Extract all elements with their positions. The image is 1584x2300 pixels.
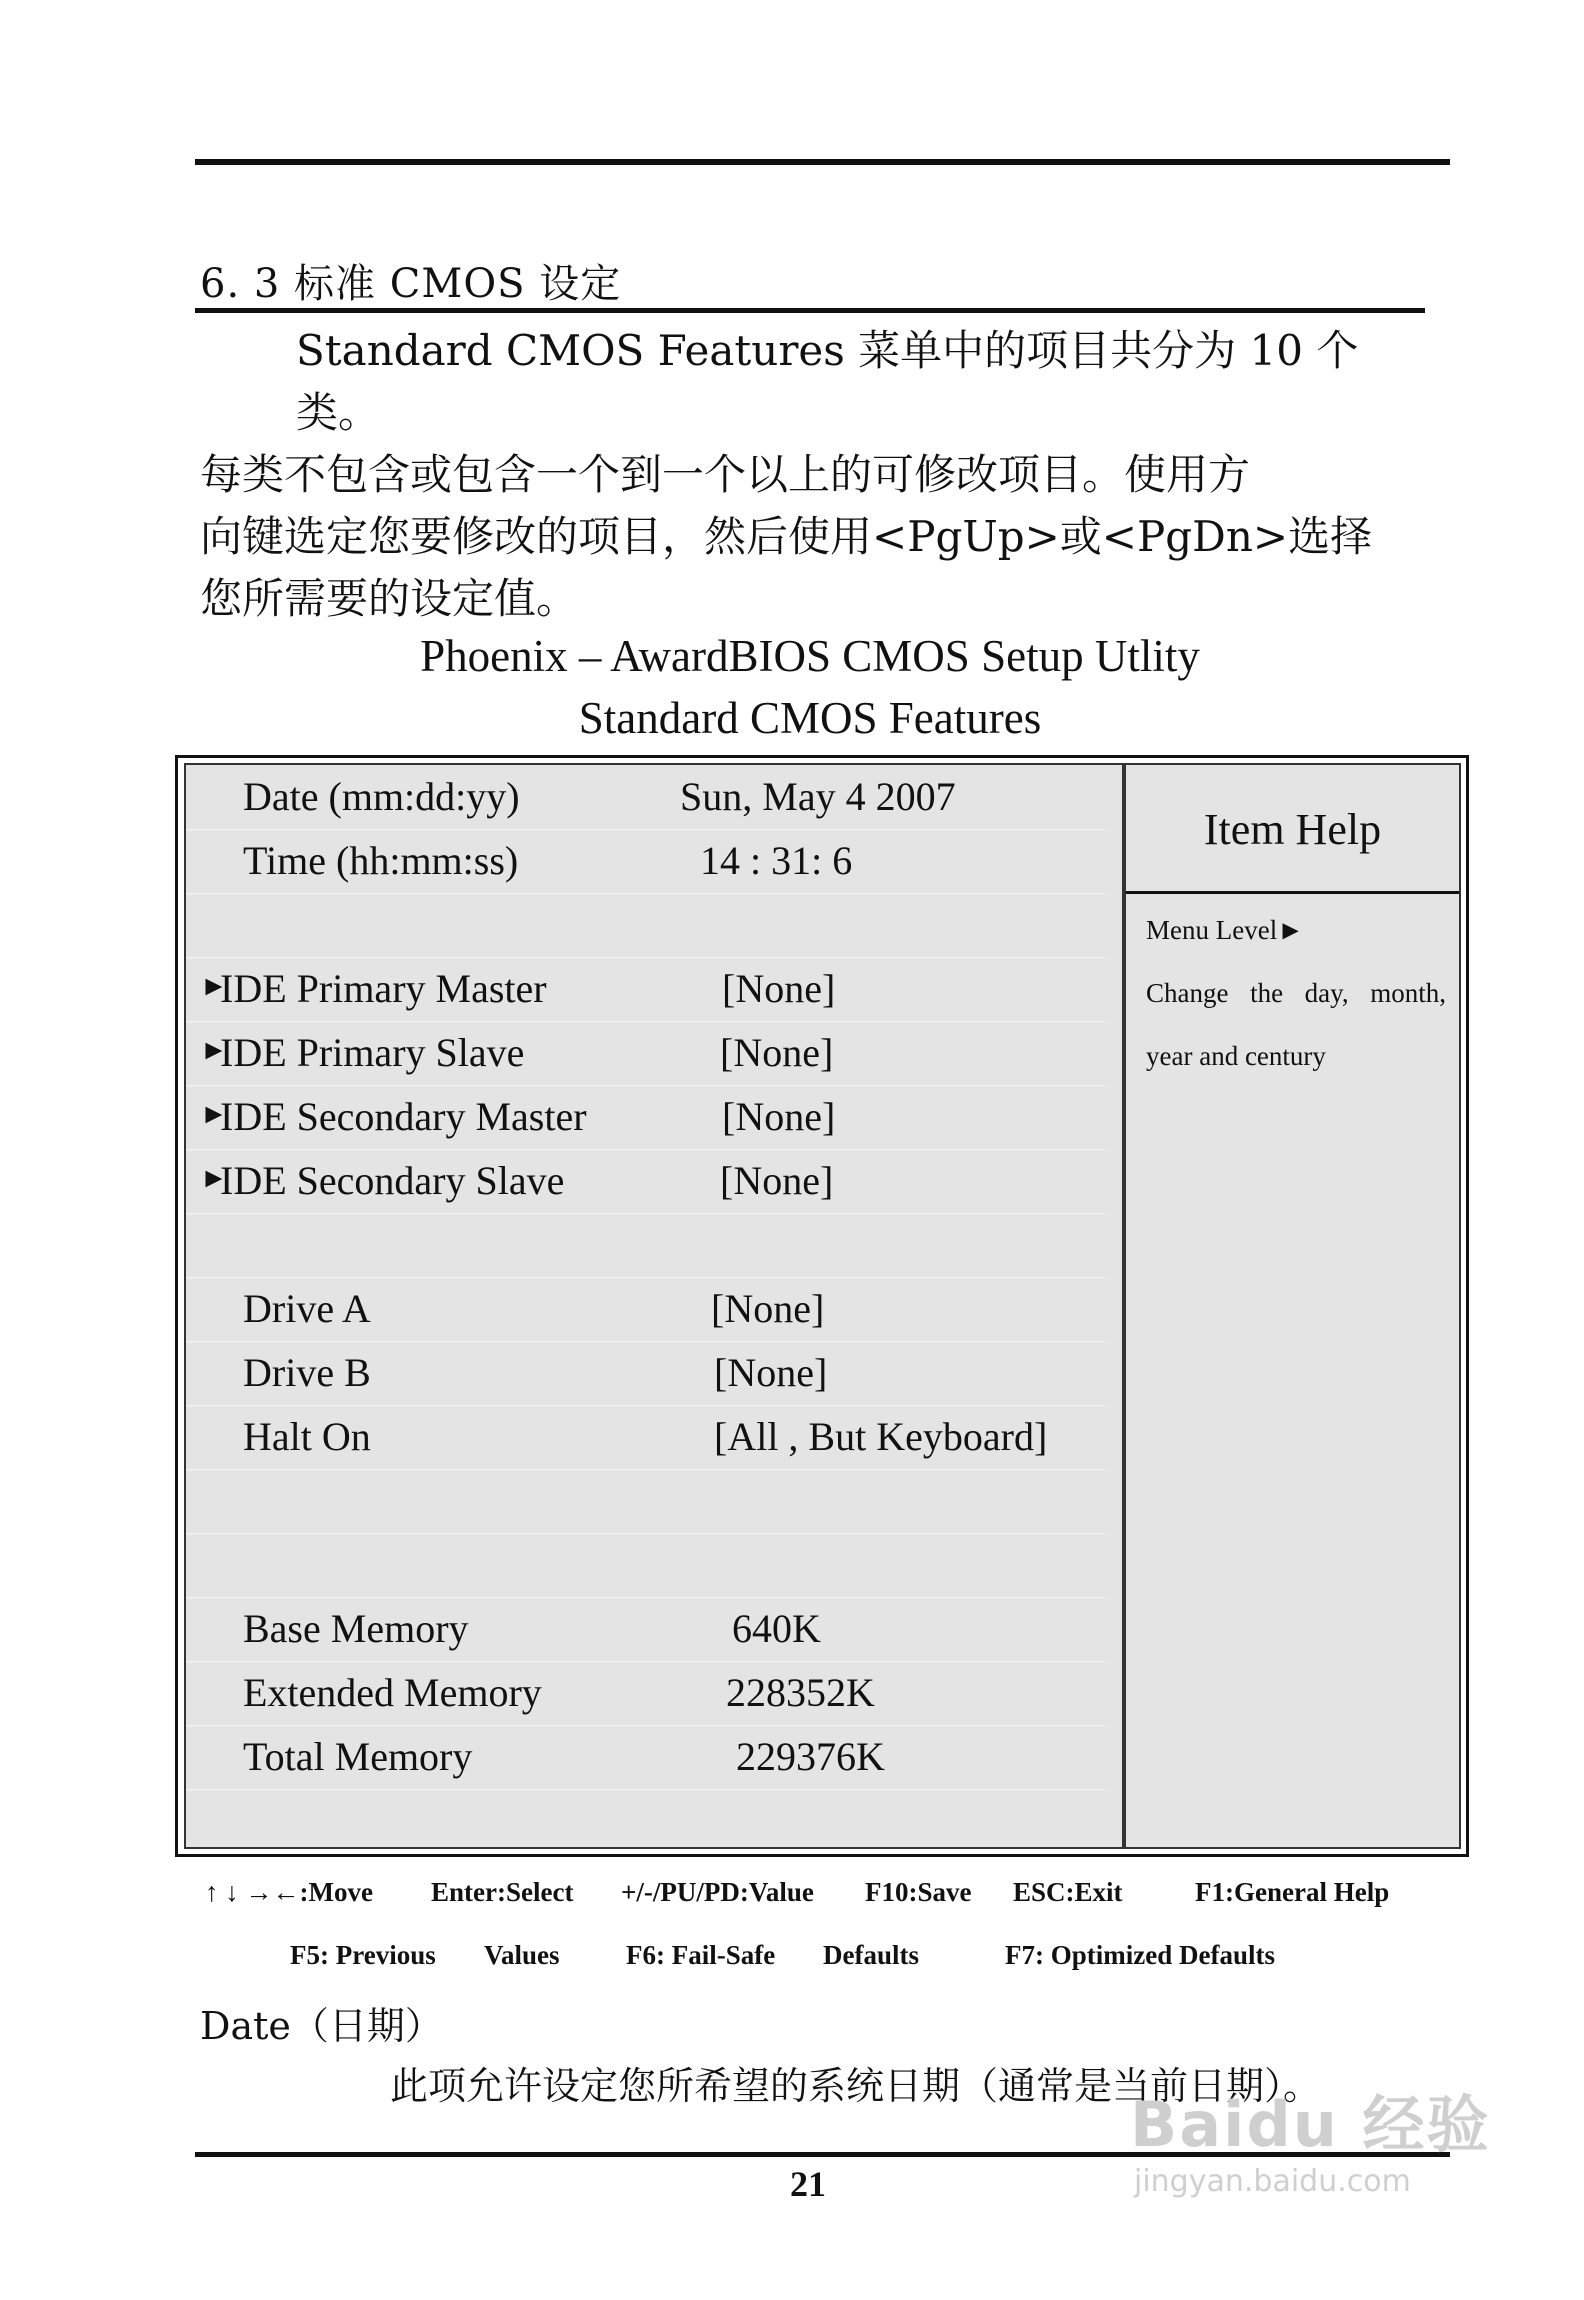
setting-row-time[interactable] <box>186 829 1106 894</box>
submenu-arrow-icon: ► <box>200 1163 228 1194</box>
help-line: year and century <box>1146 1041 1326 1071</box>
setting-value[interactable]: [None] <box>720 1030 834 1075</box>
setting-value: 228352K <box>726 1670 875 1715</box>
key-f5-values: Values <box>484 1940 560 1970</box>
setting-label: IDE Secondary Master <box>220 1094 587 1139</box>
help-word: month, <box>1370 978 1446 1008</box>
setting-label: IDE Primary Master <box>220 966 547 1011</box>
setting-label: IDE Primary Slave <box>220 1030 525 1075</box>
key-f7: F7: Optimized Defaults <box>1005 1940 1275 1970</box>
setting-row-date[interactable] <box>186 765 1106 830</box>
intro-line: 向键选定您要修改的项目，然后使用<PgUp>或<PgDn>选择 <box>200 512 1373 561</box>
date-heading: Date（日期） <box>200 2004 443 2048</box>
setting-value[interactable]: [All , But Keyboard] <box>714 1414 1048 1459</box>
setting-value[interactable]: Sun, May 4 2007 <box>680 774 956 819</box>
top-rule <box>195 159 1450 165</box>
intro-line: Standard CMOS Features 菜单中的项目共分为 10 个类。 <box>296 326 1359 437</box>
bios-title: Phoenix – AwardBIOS CMOS Setup Utlity <box>420 631 1200 681</box>
setting-row-ide-secondary-master[interactable] <box>186 1085 1106 1150</box>
setting-value[interactable]: [None] <box>720 1158 834 1203</box>
setting-row-total-memory <box>186 1725 1106 1790</box>
intro-paragraph <box>200 320 1430 630</box>
setting-row-base-memory <box>186 1597 1106 1662</box>
setting-label: Total Memory <box>243 1734 473 1779</box>
key-save: F10:Save <box>865 1877 972 1907</box>
blank-row <box>186 1533 1106 1598</box>
setting-label: Extended Memory <box>243 1670 542 1715</box>
section-title-underline <box>195 308 1425 313</box>
help-line <box>1146 962 1446 1025</box>
setting-label: Base Memory <box>243 1606 469 1651</box>
key-select: Enter:Select <box>431 1877 574 1907</box>
setting-label: Drive B <box>243 1350 371 1395</box>
setting-label: Date (mm:dd:yy) <box>243 774 520 819</box>
setting-value[interactable]: [None] <box>711 1286 825 1331</box>
help-word: the <box>1250 978 1284 1008</box>
item-help-panel <box>1124 763 1461 1849</box>
intro-line: 每类不包含或包含一个到一个以上的可修改项目。使用方 <box>200 450 1251 499</box>
date-description: 此项允许设定您所希望的系统日期（通常是当前日期）。 <box>390 2064 1322 2108</box>
setting-label: Time (hh:mm:ss) <box>243 838 519 883</box>
blank-row <box>186 893 1106 958</box>
help-word: Change <box>1146 978 1229 1008</box>
setting-row-extended-memory <box>186 1661 1106 1726</box>
item-help-text <box>1146 899 1446 1088</box>
setting-label: IDE Secondary Slave <box>220 1158 565 1203</box>
submenu-arrow-icon: ► <box>200 1099 228 1130</box>
key-move: ↑ ↓ →←:Move <box>205 1877 373 1907</box>
setting-value[interactable]: [None] <box>722 966 836 1011</box>
setting-row-drive-a[interactable] <box>186 1277 1106 1342</box>
menu-level: Menu Level► <box>1146 915 1304 945</box>
key-help: F1:General Help <box>1195 1877 1390 1907</box>
key-f5: F5: Previous <box>290 1940 436 1970</box>
key-exit: ESC:Exit <box>1013 1877 1123 1907</box>
item-help-heading: Item Help <box>1126 765 1459 894</box>
section-title: 6. 3 标准 CMOS 设定 <box>200 261 622 307</box>
watermark <box>1130 2075 1490 2199</box>
setting-row-drive-b[interactable] <box>186 1341 1106 1406</box>
setting-label: Halt On <box>243 1414 371 1459</box>
setting-row-ide-primary-slave[interactable] <box>186 1021 1106 1086</box>
page-number: 21 <box>790 2164 826 2204</box>
watermark-url: jingyan.baidu.com <box>1134 2164 1411 2199</box>
setting-value: 640K <box>732 1606 821 1651</box>
submenu-arrow-icon: ► <box>200 971 228 1002</box>
settings-panel <box>184 763 1124 1849</box>
key-f6-defaults: Defaults <box>823 1940 919 1970</box>
blank-row <box>186 1213 1106 1278</box>
watermark-brand: Baidu 经验 <box>1130 2088 1491 2161</box>
key-f6: F6: Fail-Safe <box>626 1940 776 1970</box>
setting-label: Drive A <box>243 1286 371 1331</box>
key-value: +/-/PU/PD:Value <box>621 1877 814 1907</box>
setting-value[interactable]: [None] <box>714 1350 828 1395</box>
bios-subtitle: Standard CMOS Features <box>578 693 1042 743</box>
setting-row-ide-secondary-slave[interactable] <box>186 1149 1106 1214</box>
setting-row-halt-on[interactable] <box>186 1405 1106 1470</box>
submenu-arrow-icon: ► <box>200 1035 228 1066</box>
setting-value: 229376K <box>736 1734 885 1779</box>
intro-line: 您所需要的设定值。 <box>200 574 579 623</box>
setting-value[interactable]: 14 : 31: 6 <box>700 838 853 883</box>
blank-row <box>186 1469 1106 1534</box>
setting-value[interactable]: [None] <box>722 1094 836 1139</box>
help-word: day, <box>1304 978 1349 1008</box>
setting-row-ide-primary-master[interactable] <box>186 957 1106 1022</box>
